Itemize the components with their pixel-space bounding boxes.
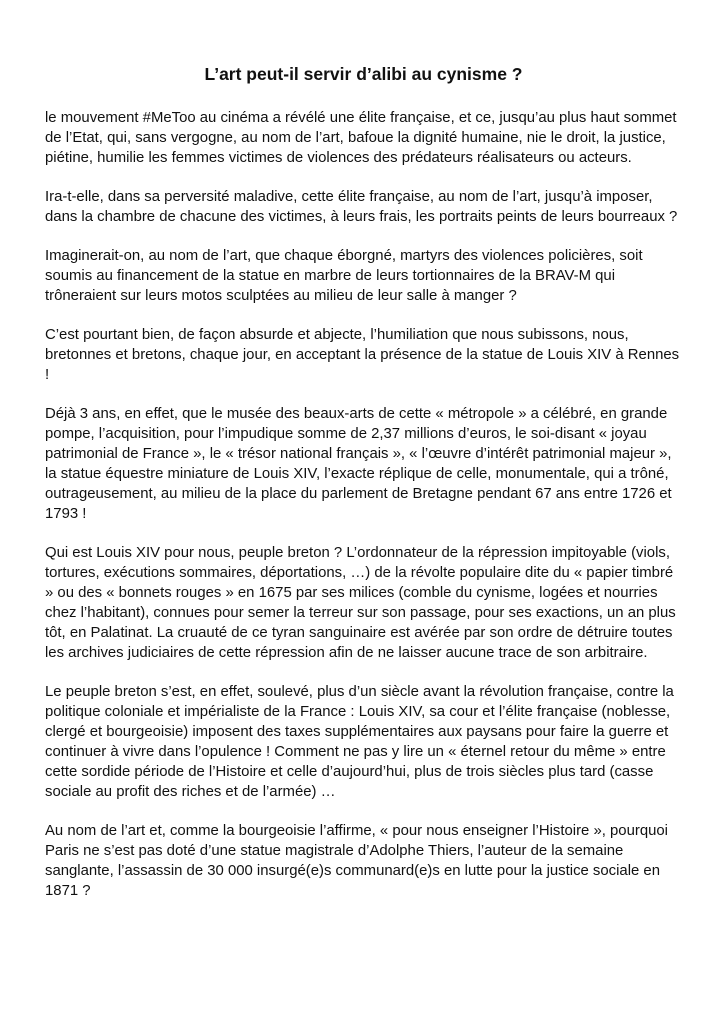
paragraph-revolt: Le peuple breton s’est, en effet, soulevé, plus d’un siècle avant la révolution française, contre la politique coloniale et impérialiste de la France : Louis XIV, sa cour et l’élite française (noblesse, clergé et bourgeoisie) imposent des taxes supplémentaires aux paysans pour faire la guerre et continuer à vivre dans l’opulence ! Comment ne pas y lire un « éternel retour du même » entre cette sordide période de l’Histoire et celle d’aujourd’hui, plus de trois siècles plus tard (casse sociale au profit des riches et de l’armée) … [45, 684, 674, 800]
paragraph-humiliation: C’est pourtant bien, de façon absurde et abjecte, l’humiliation que nous subissons, nous, bretonnes et bretons, chaque jour, en acceptant la présence de la statue de Louis XIV à Rennes ! [45, 327, 680, 383]
paragraph-metoo: le mouvement #MeToo au cinéma a révélé une élite française, et ce, jusqu’au plus haut sommet de l’Etat, qui, sans vergogne, au nom de l’art, bafoue la dignité humaine, nie le droit, la justice, piétine, humilie les femmes victimes de violences des prédateurs réalisateurs ou acteurs. [45, 110, 677, 166]
paragraph-acquisition: Déjà 3 ans, en effet, que le musée des beaux-arts de cette « métropole » a célébré, en grande pompe, l’acquisition, pour l’impudique somme de 2,37 millions d’euros, le soi-disant « joyau patrimonial de France », le « trésor national français », « l’œuvre d’intérêt patrimonial majeur », la statue équestre miniature de Louis XIV, l’exacte réplique de celle, monumentale, qui a trôné, outrageusement, au milieu de la place du parlement de Bretagne pendant 67 ans entre 1726 et 1793 ! [45, 406, 672, 522]
paragraph-elite: Ira-t-elle, dans sa perversité maladive, cette élite française, au nom de l’art, jusqu’à imposer, dans la chambre de chacune des victimes, à leurs frais, les portraits peints de leurs bourreaux ? [45, 189, 678, 225]
paragraph-thiers: Au nom de l’art et, comme la bourgeoisie l’affirme, « pour nous enseigner l’Histoire », pourquoi Paris ne s’est pas doté d’une statue magistrale d’Adolphe Thiers, l’auteur de la semaine sanglante, l’assassin de 30 000 insurgé(e)s communard(e)s en lutte pour la justice sociale en 1871 ? [45, 823, 668, 899]
paragraph-louis-xiv: Qui est Louis XIV pour nous, peuple breton ? L’ordonnateur de la répression impitoyable (viols, tortures, exécutions sommaires, déportations, …) de la révolte populaire dite du « papier timbré » ou des « bonnets rouges » en 1675 par ses milices (comble du cynisme, logées et nourries chez l’habitant), connues pour semer la terreur sur son passage, pour ses exactions, un an plus tôt, en Palatinat. La cruauté de ce tyran sanguinaire est avérée par son ordre de détruire toutes les archives judiciaires de cette répression afin de ne laisser aucune trace de son arbitraire. [45, 545, 676, 661]
paragraph-brav-m: Imaginerait-on, au nom de l’art, que chaque éborgné, martyrs des violences policières, soit soumis au financement de la statue en marbre de leurs tortionnaires de la BRAV-M qui trôneraient sur leurs motos sculptées au milieu de leur salle à manger ? [45, 248, 643, 304]
document-title: L’art peut-il servir d’alibi au cynisme ? [204, 64, 523, 84]
